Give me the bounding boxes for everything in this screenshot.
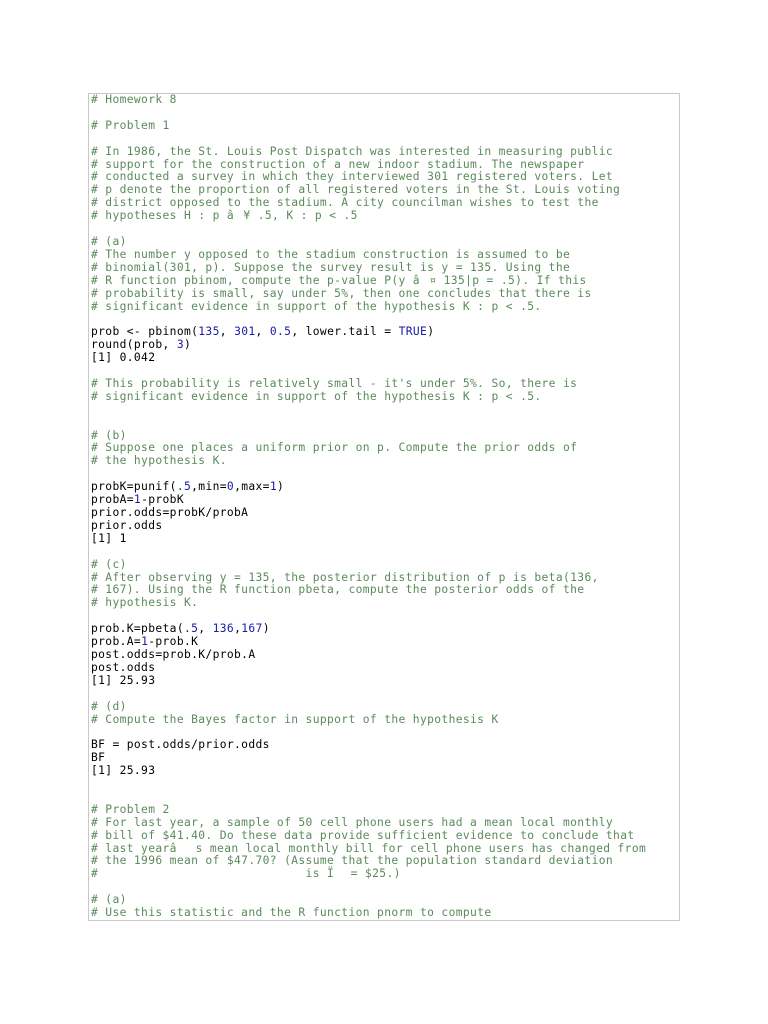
code-token: , — [255, 325, 270, 339]
blank-line — [91, 778, 679, 791]
comment-line: # (a) — [91, 893, 127, 907]
blank-line — [91, 881, 679, 894]
numeric-literal: 3 — [176, 338, 184, 352]
code-token: BF — [91, 751, 106, 765]
code-token: post.odds=prob.K/prob.A — [91, 647, 256, 661]
comment-line: # Compute the Bayes factor in support of the hypothesis K — [91, 712, 499, 726]
code-token: probA= — [91, 493, 134, 507]
comment-line: # The number y opposed to the stadium construction is assumed to be — [91, 247, 571, 261]
numeric-literal: 1 — [141, 635, 149, 649]
code-token: , — [234, 622, 242, 636]
output-line: [1] 25.93 — [91, 764, 156, 778]
comment-line: # (c) — [91, 557, 127, 571]
code-line — [91, 507, 679, 520]
code-document — [88, 93, 680, 921]
code-token: , — [198, 622, 213, 636]
blank-line — [91, 133, 679, 146]
code-token: ) — [427, 325, 435, 339]
code-line — [91, 739, 679, 752]
comment-line: # hypothesis K. — [91, 596, 199, 610]
comment-line: # Problem 1 — [91, 118, 170, 132]
output-line: [1] 1 — [91, 531, 127, 545]
blank-line — [91, 404, 679, 417]
code-token: ,min= — [191, 480, 227, 494]
blank-line — [91, 546, 679, 559]
numeric-literal: .5 — [176, 480, 192, 494]
comment-line: # Use this statistic and the R function pnorm to compute — [91, 906, 492, 920]
numeric-literal: 136 — [212, 622, 235, 636]
comment-line: # Problem 2 — [91, 802, 170, 816]
comment-line: # significant evidence in support of the hypothesis K : p < .5. — [91, 299, 542, 313]
blank-line — [91, 365, 679, 378]
comment-line: # In 1986, the St. Louis Post Dispatch was interested in measuring public — [91, 144, 614, 158]
code-token: ) — [262, 622, 270, 636]
comment-line: # p denote the proportion of all registered voters in the St. Louis voting — [91, 183, 621, 197]
numeric-literal: 0 — [226, 480, 235, 494]
comment-line: # hypotheses H : p â¥ .5, K : p < .5 — [91, 209, 358, 223]
code-line — [91, 339, 679, 352]
output-line: [1] 0.042 — [91, 351, 156, 365]
numeric-literal: 1 — [133, 493, 142, 507]
blank-line — [91, 107, 679, 120]
comment-line: # (b) — [91, 428, 127, 442]
code-listing — [91, 94, 679, 920]
comment-line: # 167). Using the R function pbeta, compute the posterior odds of the — [91, 583, 585, 597]
comment-line: # probability is small, say under 5%, then one concludes that there is — [91, 286, 592, 300]
keyword: TRUE — [398, 325, 428, 339]
comment-line: # binomial(301, p). Suppose the survey result is y = 135. Using the — [91, 260, 571, 274]
comment-line: # significant evidence in support of the hypothesis K : p < .5. — [91, 389, 542, 403]
comment-line: # last yearâs mean local monthly bill for cell phone users has changed from — [91, 841, 647, 855]
code-line — [91, 752, 679, 765]
code-token: prior.odds — [91, 518, 163, 532]
blank-line — [91, 791, 679, 804]
comment-line: # the 1996 mean of $47.70? (Assume that the population standard deviation — [91, 854, 614, 868]
comment-line: # Homework 8 — [91, 93, 177, 106]
numeric-literal: 1 — [269, 480, 277, 494]
comment-line: # bill of $41.40. Do these data provide sufficient evidence to conclude that — [91, 828, 635, 842]
code-token: , — [219, 325, 235, 339]
code-line — [91, 649, 679, 662]
comment-line: # Suppose one places a uniform prior on p. Compute the prior odds of — [91, 441, 578, 455]
comment-line: # After observing y = 135, the posterior distribution of p is beta(136, — [91, 570, 599, 584]
numeric-literal: .5 — [183, 622, 199, 636]
blank-line — [91, 688, 679, 701]
code-token: round(prob, — [91, 338, 177, 352]
code-token: ) — [183, 338, 192, 352]
output-line: [1] 25.93 — [91, 673, 156, 687]
code-token: prior.odds=probK/probA — [91, 506, 249, 519]
blank-line — [91, 417, 679, 430]
numeric-literal: 0.5 — [269, 325, 292, 339]
code-token: , lower.tail = — [291, 325, 399, 339]
numeric-literal: 301 — [234, 325, 256, 339]
comment-line: # district opposed to the stadium. A city councilman wishes to test the — [91, 196, 599, 210]
code-token: prob <- pbinom( — [91, 325, 199, 339]
code-token: -prob.K — [148, 635, 199, 649]
comment-line: # the hypothesis K. — [91, 454, 227, 468]
comment-line: # (d) — [91, 699, 127, 713]
numeric-literal: 135 — [198, 325, 220, 339]
blank-line — [91, 223, 679, 236]
code-token: prob.K=pbeta( — [91, 622, 184, 636]
comment-line: # This probability is relatively small - it's under 5%. So, there is — [91, 376, 578, 390]
numeric-literal: 167 — [241, 622, 263, 636]
comment-line: # For last year, a sample of 50 cell phone users had a mean local monthly — [91, 815, 614, 829]
comment-line: # is Ï = $25.) — [91, 867, 401, 881]
code-token: -probK — [141, 493, 184, 507]
code-line — [91, 662, 679, 675]
code-token: ,max= — [234, 480, 270, 494]
code-token: probK=punif( — [91, 480, 177, 494]
code-token: post.odds — [91, 660, 156, 674]
code-token: ) — [276, 480, 285, 494]
comment-line: # support for the construction of a new indoor stadium. The newspaper — [91, 157, 585, 171]
comment-line: # R function pbinom, compute the p-value P(y â¤ 135|p = .5). If this — [91, 273, 587, 287]
code-token: prob.A= — [91, 635, 142, 649]
code-token: BF = post.odds/prior.odds — [91, 738, 270, 752]
comment-line: # (a) — [91, 234, 127, 248]
comment-line: # conducted a survey in which they interviewed 301 registered voters. Let — [91, 170, 614, 184]
code-line — [91, 520, 679, 533]
